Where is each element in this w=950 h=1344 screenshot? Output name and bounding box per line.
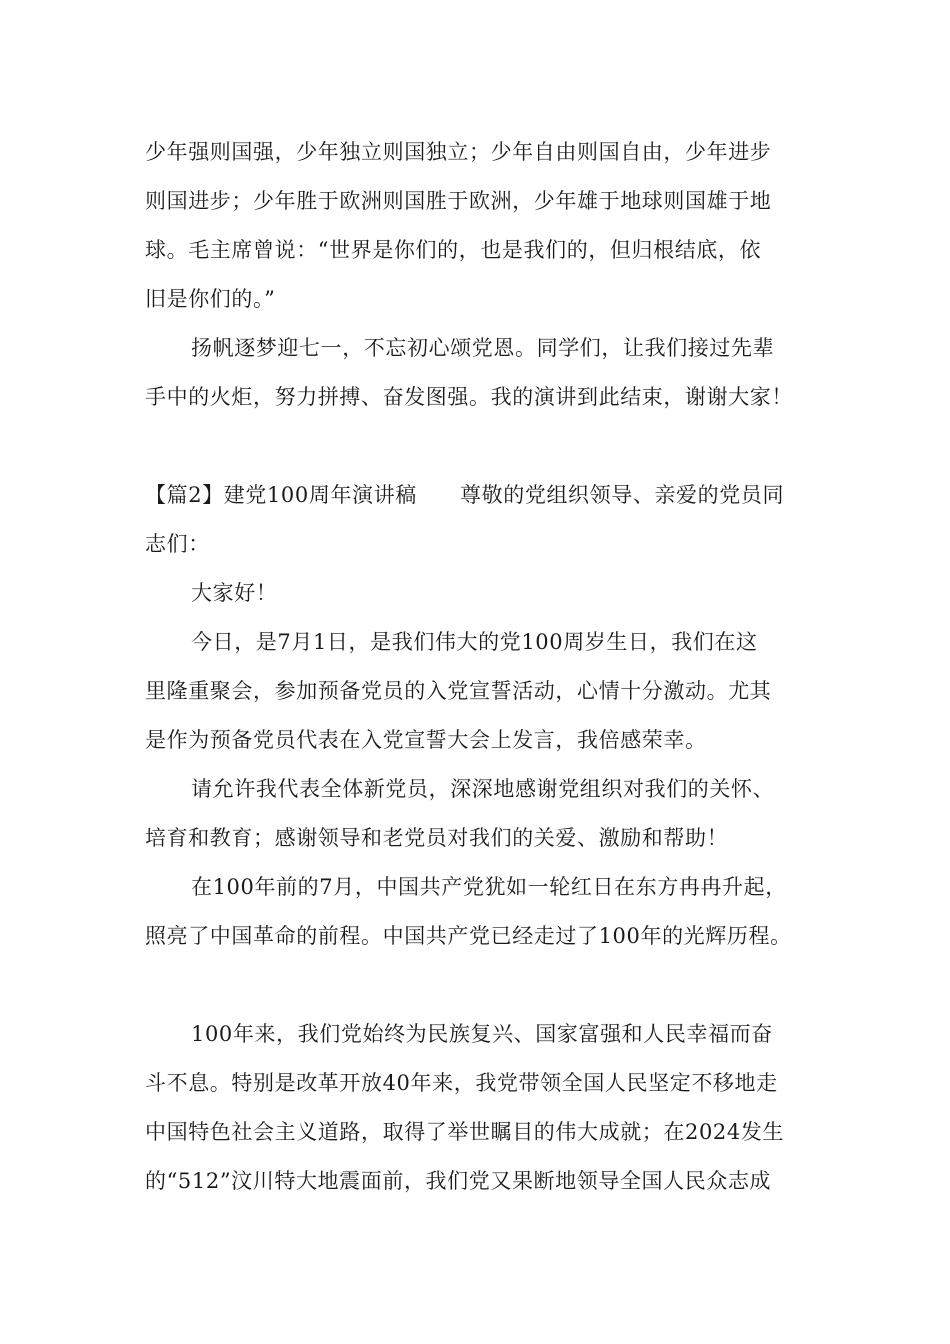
text-line: 则国进步；少年胜于欧洲则国胜于欧洲，少年雄于地球则国雄于地	[145, 189, 772, 213]
text-line: 少年强则国强，少年独立则国独立；少年自由则国自由，少年进步	[145, 140, 772, 164]
greeting-line: 大家好！	[191, 581, 278, 605]
blank-line	[145, 961, 825, 1010]
text-line: 里隆重聚会，参加预备党员的入党宣誓活动，心情十分激动。尤其	[145, 679, 772, 703]
text-line: 的“512”汶川特大地震面前，我们党又果断地领导全国人民众志成	[145, 1169, 772, 1193]
text-line: 旧是你们的。”	[145, 287, 276, 311]
text-line: 斗不息。特别是改革开放40年来，我党带领全国人民坚定不移地走	[145, 1071, 778, 1095]
text-line: 是作为预备党员代表在入党宣誓大会上发言，我倍感荣幸。	[145, 728, 707, 752]
text-line: 今日，是7月1日，是我们伟大的党100周岁生日，我们在这	[191, 630, 758, 654]
text-line: 100年来，我们党始终为民族复兴、国家富强和人民幸福而奋	[191, 1022, 773, 1046]
text-line: 培育和教育；感谢领导和老党员对我们的关爱、激励和帮助！	[145, 826, 729, 850]
text-line: 扬帆逐梦迎七一，不忘初心颂党恩。同学们，让我们接过先辈	[191, 336, 775, 360]
blank-line	[145, 422, 825, 471]
text-line: 球。毛主席曾说：“世界是你们的，也是我们的，但归根结底，依	[145, 238, 762, 262]
text-line: 中国特色社会主义道路，取得了举世瞩目的伟大成就；在2024发生	[145, 1120, 785, 1144]
text-line: 请允许我代表全体新党员，深深地感谢党组织对我们的关怀、	[191, 777, 775, 801]
document-body	[145, 128, 825, 1206]
text-line: 志们：	[145, 532, 210, 556]
section-heading-line: 【篇2】建党100周年演讲稿 尊敬的党组织领导、亲爱的党员同	[145, 483, 785, 507]
text-line: 在100年前的7月，中国共产党犹如一轮红日在东方冉冉升起，	[191, 875, 787, 899]
text-line: 手中的火炬，努力拼搏、奋发图强。我的演讲到此结束，谢谢大家！	[145, 385, 793, 409]
text-line: 照亮了中国革命的前程。中国共产党已经走过了100年的光辉历程。	[145, 924, 792, 948]
